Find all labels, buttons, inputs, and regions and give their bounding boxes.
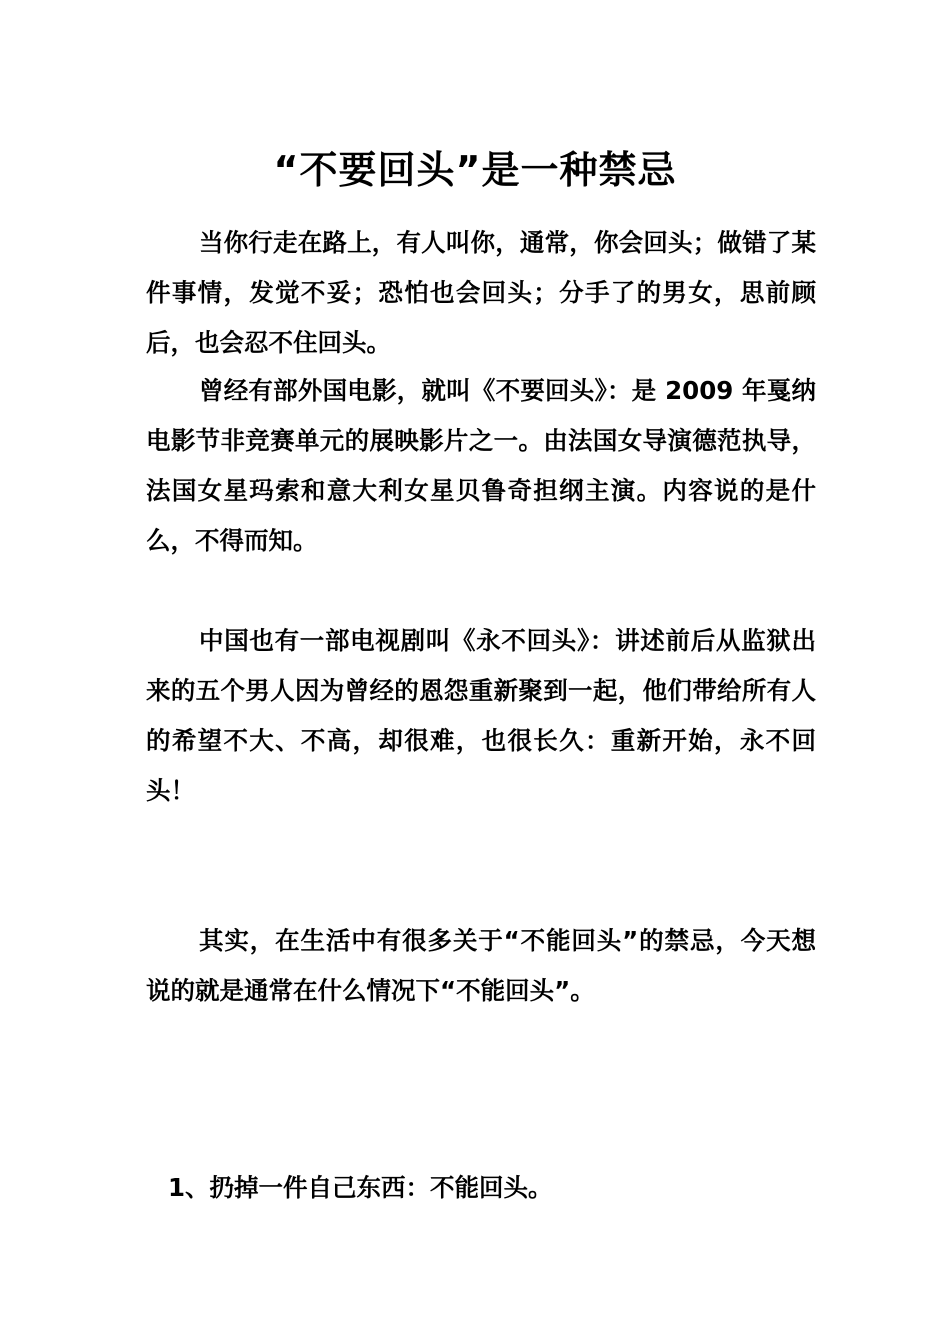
document-title: “不要回头”是一种禁忌 <box>273 148 677 193</box>
paragraph-intro: 当你行走在路上，有人叫你，通常，你会回头；做错了某件事情，发觉不妥；恐怕也会回头；分手了的男女，思前顾后，也会忍不住回头。 <box>146 228 816 357</box>
paragraph-taboo-intro: 其实，在生活中有很多关于“不能回头”的禁忌，今天想说的就是通常在什么情况下“不能回头”。 <box>146 926 816 1005</box>
paragraph-foreign-film: 曾经有部外国电影，就叫《不要回头》：是 2009 年戛纳电影节非竞赛单元的展映影片之一。由法国女导演德范执导，法国女星玛索和意大利女星贝鲁奇担纲主演。内容说的是什么，不得而知。 <box>146 376 816 555</box>
paragraph-chinese-series: 中国也有一部电视剧叫《永不回头》：讲述前后从监狱出来的五个男人因为曾经的恩怨重新聚到一起，他们带给所有人的希望不大、不高，却很难，也很长久：重新开始，永不回头！ <box>146 626 816 805</box>
list-item-1: 1、扔掉一件自己东西：不能回头。 <box>168 1173 553 1202</box>
